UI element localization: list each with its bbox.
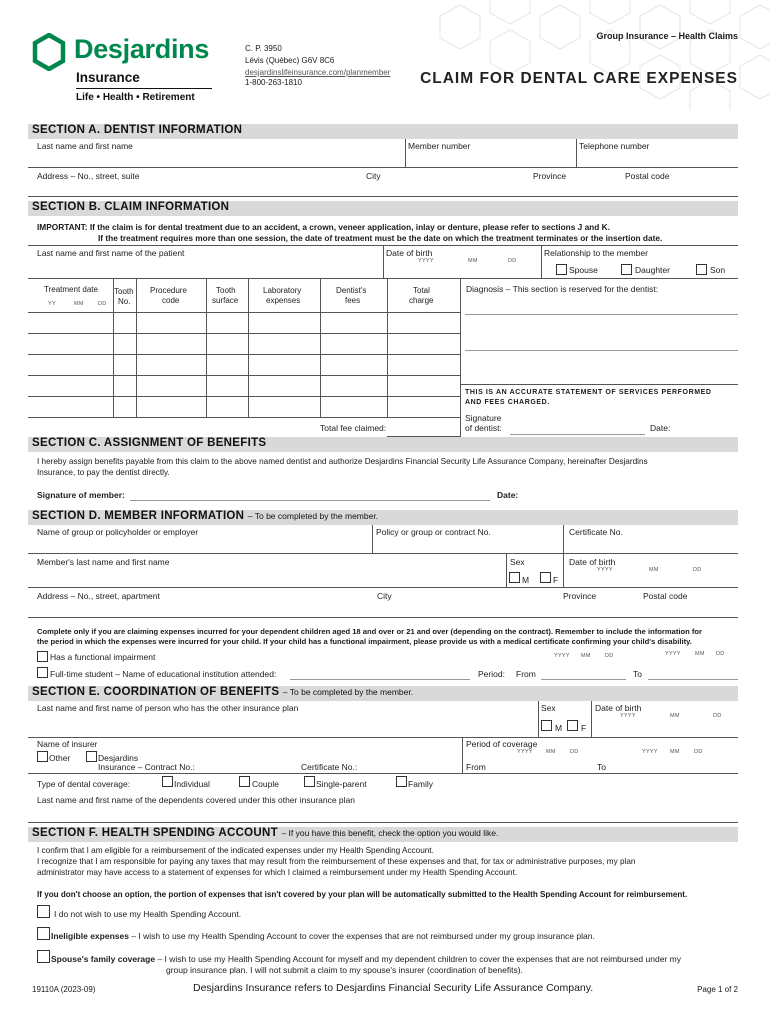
full-time-student-checkbox[interactable]	[37, 667, 48, 678]
other-insured-name-field[interactable]	[28, 737, 738, 738]
coverage-individual-checkbox[interactable]	[162, 776, 173, 787]
treatment-row[interactable]	[28, 396, 460, 397]
diagnosis-line[interactable]	[465, 350, 738, 351]
insurer-other-checkbox[interactable]	[37, 751, 48, 762]
dependents-field[interactable]	[28, 822, 738, 823]
statement-line2: AND FEES CHARGED.	[465, 399, 550, 406]
period-to-field[interactable]	[648, 679, 738, 680]
hsa-option-spouse-checkbox[interactable]	[37, 950, 50, 963]
section-f-title: SECTION F. HEALTH SPENDING ACCOUNT – If you have this benefit, check the option you would like.	[32, 827, 499, 839]
hsa-option-none-checkbox[interactable]	[37, 905, 50, 918]
section-e-title: SECTION E. COORDINATION OF BENEFITS – To be completed by the member.	[32, 686, 414, 698]
page-number: Page 1 of 2	[697, 985, 738, 994]
hsa-note: If you don't choose an option, the portion of expenses that isn't covered by your plan will be automatically submitted to the Health Spending Account for reimbursement.	[37, 890, 688, 899]
member-postal-label: Postal code	[643, 591, 688, 601]
insurer-name-label: Name of insurer	[37, 739, 98, 749]
section-b-title: SECTION B. CLAIM INFORMATION	[32, 201, 230, 213]
member-address-field[interactable]	[28, 617, 738, 618]
coverage-single-parent-checkbox[interactable]	[304, 776, 315, 787]
dentist-address-label: Address – No., street, suite	[37, 171, 140, 181]
group-name-label: Name of group or policyholder or employer	[37, 527, 199, 537]
website-link[interactable]: desjardinslifeinsurance.com/planmember	[245, 68, 391, 77]
treatment-row[interactable]	[28, 375, 460, 376]
dentist-date-label: Date:	[650, 423, 671, 433]
member-number-label: Member number	[408, 141, 471, 151]
member-address-label: Address – No., street, apartment	[37, 591, 160, 601]
member-sex-m-checkbox[interactable]	[509, 572, 520, 583]
member-sex-f-checkbox[interactable]	[540, 572, 551, 583]
daughter-checkbox[interactable]	[621, 264, 632, 275]
section-a-title: SECTION A. DENTIST INFORMATION	[32, 124, 243, 136]
member-name-field[interactable]	[28, 587, 738, 588]
functional-impairment-checkbox[interactable]	[37, 651, 48, 662]
telephone-label: Telephone number	[579, 141, 650, 151]
treatment-row[interactable]	[28, 417, 460, 418]
assignment-text-2: Insurance, to pay the dentist directly.	[37, 468, 170, 477]
form-code: 19110A (2023-09)	[32, 985, 96, 994]
member-province-label: Province	[563, 591, 597, 601]
insurer-desjardins-checkbox[interactable]	[86, 751, 97, 762]
treatment-row[interactable]	[28, 333, 460, 334]
statement-line1: THIS IS AN ACCURATE STATEMENT OF SERVICES PERFORMED	[465, 389, 712, 396]
hsa-text-2: I recognize that I am responsible for paying any taxes that may result from the reimbursement of these expenses and that, for tax or administrative purposes, my plan	[37, 857, 636, 866]
other-sex-m-checkbox[interactable]	[541, 720, 552, 731]
address-line2: Lévis (Québec) G6V 8C6	[245, 56, 335, 65]
dentist-address-field[interactable]	[28, 196, 738, 197]
other-insured-dob-label: Date of birth	[595, 703, 642, 713]
important-note-1: IMPORTANT: If the claim is for dental treatment due to an accident, a crown, veneer application, inlay or denture, please refer to sections J and K.	[37, 222, 610, 232]
treatment-row[interactable]	[28, 354, 460, 355]
hsa-text-3: administrator may have access to a statement of expenses for which I claimed a reimbursement under my Health Spending Account.	[37, 868, 518, 877]
relationship-label: Relationship to the member	[544, 248, 648, 258]
phone-number: 1-800-263-1810	[245, 78, 302, 87]
footer-note: Desjardins Insurance refers to Desjardins Financial Security Life Assurance Company.	[193, 982, 594, 994]
desjardins-logo-icon	[32, 33, 66, 71]
coverage-couple-checkbox[interactable]	[239, 776, 250, 787]
logo-divider	[76, 88, 212, 89]
member-date-label: Date:	[497, 490, 519, 500]
other-insured-name-label: Last name and first name of person who has the other insurance plan	[37, 703, 299, 713]
diagnosis-label: Diagnosis – This section is reserved for the dentist:	[466, 284, 659, 294]
other-insured-sex-label: Sex	[541, 703, 556, 713]
patient-name-label: Last name and first name of the patient	[37, 248, 185, 258]
spouse-checkbox[interactable]	[556, 264, 567, 275]
logo-tagline: Life • Health • Retirement	[76, 92, 195, 103]
logo-sub: Insurance	[76, 70, 140, 85]
important-note-2: If the treatment requires more than one session, the date of treatment must be the date on which the treatment terminates or the insertion date.	[98, 233, 663, 243]
section-d-title: SECTION D. MEMBER INFORMATION – To be completed by the member.	[32, 510, 379, 522]
group-name-field[interactable]	[28, 553, 738, 554]
address-line1: C. P. 3950	[245, 44, 282, 53]
dentist-name-label: Last name and first name	[37, 141, 133, 151]
dentist-name-field[interactable]	[28, 167, 738, 168]
form-category: Group Insurance – Health Claims	[596, 31, 738, 41]
coverage-family-checkbox[interactable]	[396, 776, 407, 787]
member-signature-label: Signature of member:	[37, 490, 125, 500]
period-coverage-label: Period of coverage	[466, 739, 538, 749]
dependent-note-2: the period in which the expenses were incurred for your child. If your child has a functional impairment, please provide us with a medical certificate confirming your child's disability.	[37, 637, 692, 646]
member-name-label: Member's last name and first name	[37, 557, 170, 567]
period-from-field[interactable]	[541, 679, 626, 680]
dentist-signature-label: Signature	[465, 413, 502, 423]
policy-no-label: Policy or group or contract No.	[376, 527, 491, 537]
hsa-option-ineligible-checkbox[interactable]	[37, 927, 50, 940]
son-checkbox[interactable]	[696, 264, 707, 275]
institution-field[interactable]	[290, 679, 470, 680]
assignment-text-1: I hereby assign benefits payable from this claim to the above named dentist and authorize Desjardins Financial Security Life Assurance Company, hereinafter Desjardins	[37, 457, 648, 466]
total-fee-label: Total fee claimed:	[320, 423, 387, 433]
diagnosis-line[interactable]	[465, 314, 738, 315]
header-hex-pattern	[420, 0, 770, 110]
member-dob-label: Date of birth	[569, 557, 616, 567]
dependent-note-1: Complete only if you are claiming expenses incurred for your dependent children aged 18 and over or 21 and over (depending on the contract). Remember to include the information for	[37, 627, 702, 636]
member-signature-field[interactable]	[130, 500, 490, 501]
section-c-title: SECTION C. ASSIGNMENT OF BENEFITS	[32, 437, 267, 449]
dentist-province-label: Province	[533, 171, 567, 181]
dentist-postal-label: Postal code	[625, 171, 670, 181]
dentist-city-label: City	[366, 171, 381, 181]
patient-dob-label: Date of birth	[386, 248, 433, 258]
dentist-signature-field[interactable]	[510, 434, 645, 435]
member-sex-label: Sex	[510, 557, 525, 567]
hsa-text-1: I confirm that I am eligible for a reimbursement of the indicated expenses under my Health Spending Account.	[37, 846, 434, 855]
coverage-type-label: Type of dental coverage:	[37, 779, 131, 789]
form-title: CLAIM FOR DENTAL CARE EXPENSES	[420, 70, 738, 87]
member-city-label: City	[377, 591, 392, 601]
other-sex-f-checkbox[interactable]	[567, 720, 578, 731]
dependents-label: Last name and first name of the dependents covered under this other insurance plan	[37, 795, 356, 805]
certificate-no-label: Certificate No.	[569, 527, 623, 537]
logo-name: Desjardins	[74, 34, 210, 64]
